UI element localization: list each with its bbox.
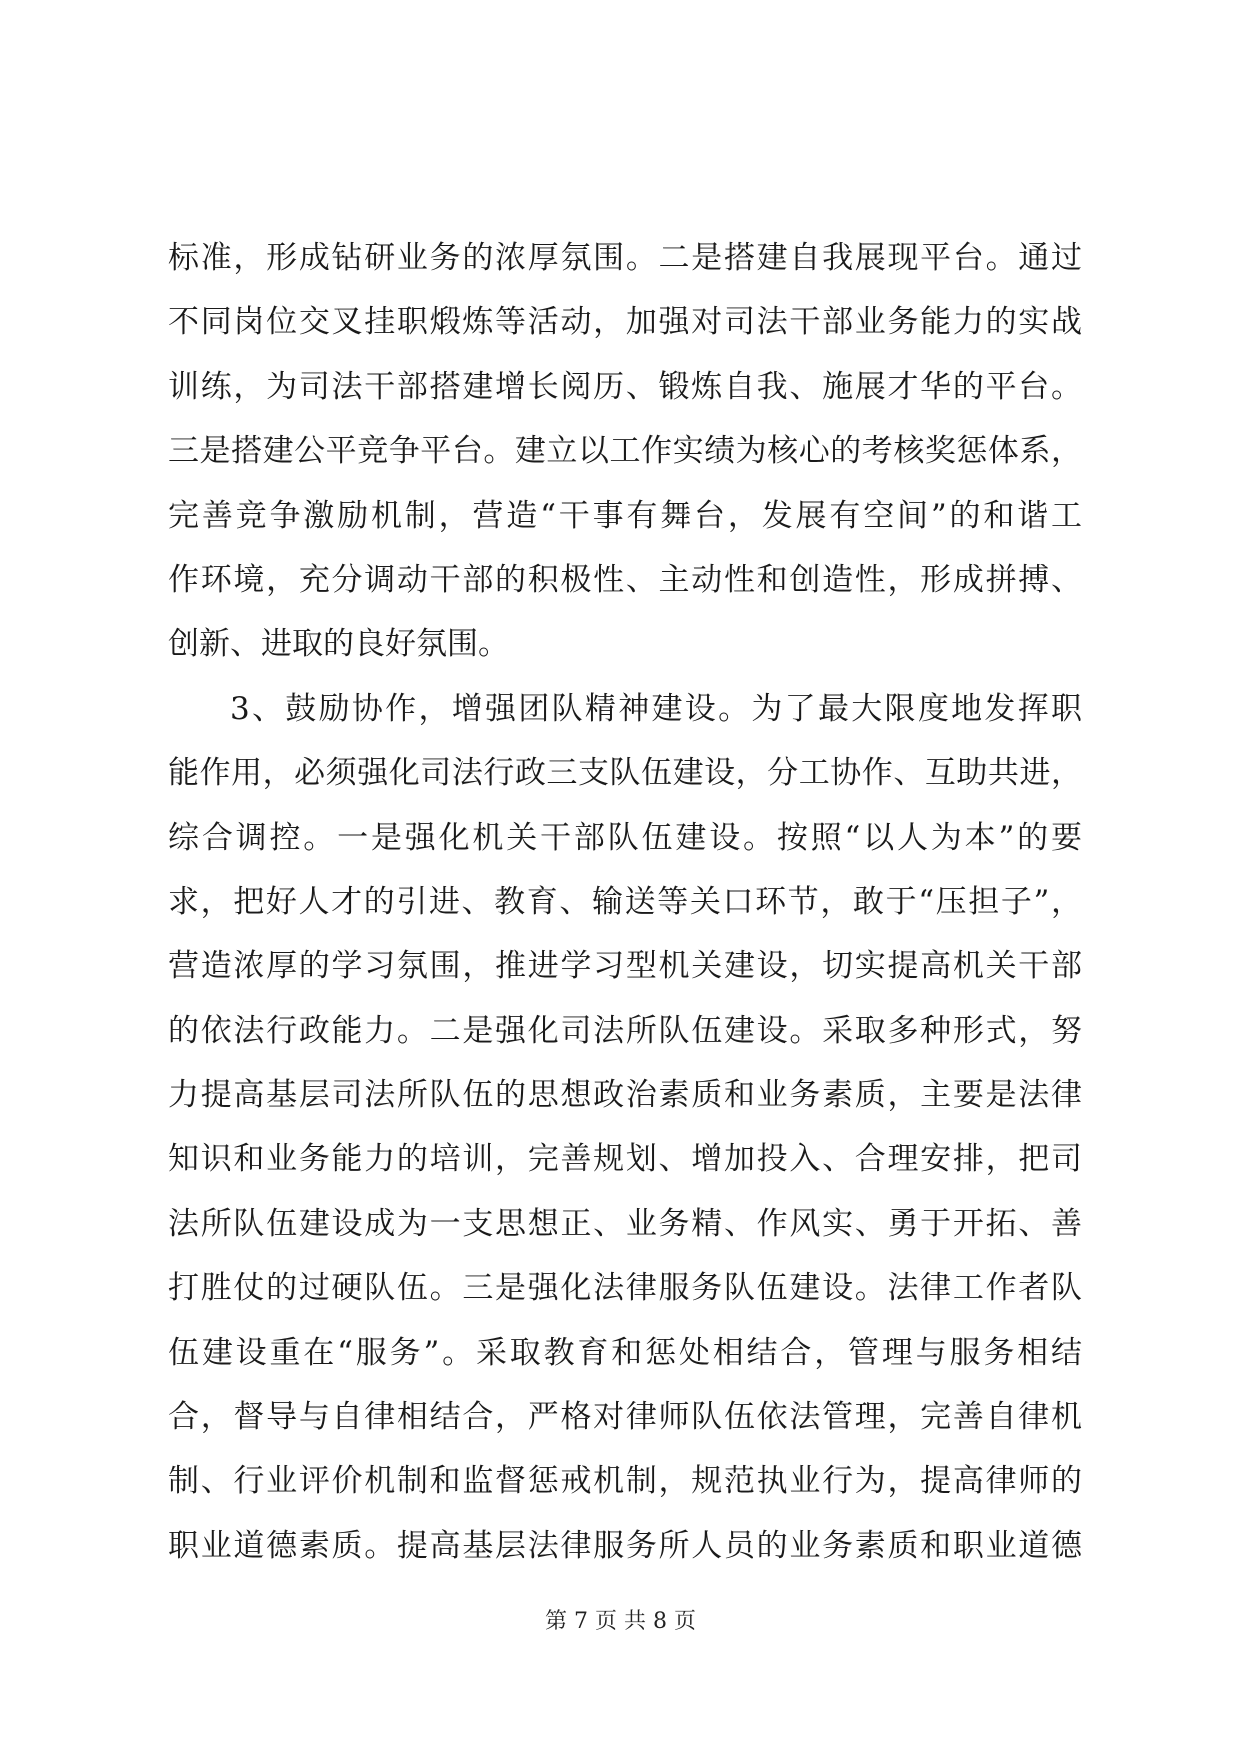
text-line: 的依法行政能力。二是强化司法所队伍建设。采取多种形式，努 <box>168 1012 1082 1049</box>
text-line: 标准，形成钻研业务的浓厚氛围。二是搭建自我展现平台。通过 <box>168 240 1082 276</box>
text-line: 制、行业评价机制和监督惩戒机制，规范执业行为，提高律师的 <box>168 1463 1082 1500</box>
text-line: 能作用，必须强化司法行政三支队伍建设，分工协作、互助共进， <box>168 755 1082 792</box>
text-line: 创新、进取的良好氛围。 <box>168 626 509 663</box>
text-line: 伍建设重在“服务”。采取教育和惩处相结合，管理与服务相结 <box>168 1334 1082 1371</box>
text-line: 三是搭建公平竞争平台。建立以工作实绩为核心的考核奖惩体系， <box>168 433 1082 470</box>
text-line: 合，督导与自律相结合，严格对律师队伍依法管理，完善自律机 <box>168 1399 1082 1436</box>
text-line: 训练，为司法干部搭建增长阅历、锻炼自我、施展才华的平台。 <box>168 368 1082 405</box>
text-line: 知识和业务能力的培训，完善规划、增加投入、合理安排，把司 <box>168 1141 1082 1178</box>
text-line: 综合调控。一是强化机关干部队伍建设。按照“以人为本”的要 <box>168 819 1082 856</box>
text-line: 营造浓厚的学习氛围，推进学习型机关建设，切实提高机关干部 <box>168 948 1082 985</box>
text-line: 作环境，充分调动干部的积极性、主动性和创造性，形成拼搏、 <box>168 561 1082 598</box>
page-number-footer: 第 7 页 共 8 页 <box>545 1609 696 1634</box>
text-line: 完善竞争激励机制，营造“干事有舞台，发展有空间”的和谐工 <box>168 497 1082 534</box>
text-line: 打胜仗的过硬队伍。三是强化法律服务队伍建设。法律工作者队 <box>168 1270 1082 1307</box>
text-line: 职业道德素质。提高基层法律服务所人员的业务素质和职业道德 <box>168 1527 1082 1564</box>
text-line: 法所队伍建设成为一支思想正、业务精、作风实、勇于开拓、善 <box>168 1205 1082 1242</box>
paragraph-start-line: 3、鼓励协作，增强团队精神建设。为了最大限度地发挥职 <box>230 690 1082 727</box>
text-line: 力提高基层司法所队伍的思想政治素质和业务素质，主要是法律 <box>168 1077 1082 1114</box>
text-line: 求，把好人才的引进、教育、输送等关口环节，敢于“压担子”， <box>168 883 1082 920</box>
document-body <box>168 226 1082 1578</box>
text-line: 不同岗位交叉挂职煅炼等活动，加强对司法干部业务能力的实战 <box>168 304 1082 341</box>
